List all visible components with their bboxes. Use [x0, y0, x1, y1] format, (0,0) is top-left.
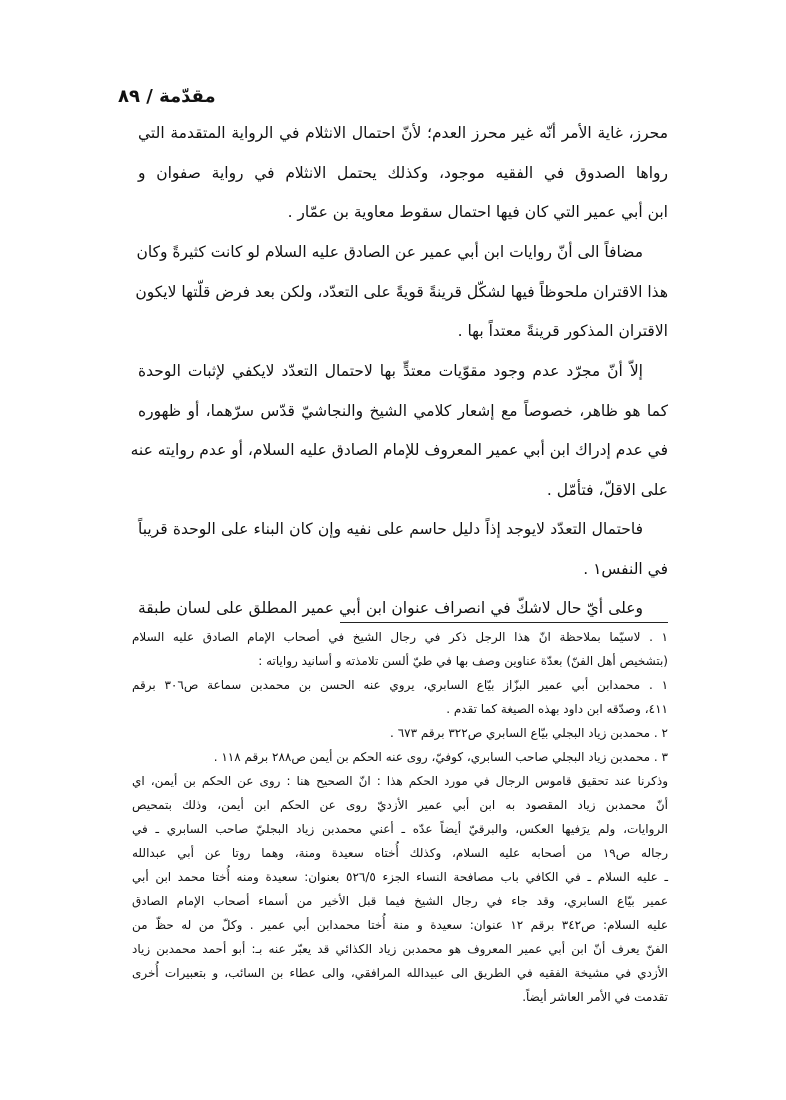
running-header: مقدّمة / ٨٩ — [118, 86, 216, 107]
body-line: رواها الصدوق في الفقيه موجود، وكذلك يحتمل الانثلام في رواية صفوان و — [138, 164, 668, 182]
body-line: هذا الاقتران ملحوظاً فيها لشكّل قرينةً قويةً على التعدّد، ولكن بعد فرض قلّتها لايكون — [135, 283, 668, 301]
body-line: مضافاً الى أنّ روايات ابن أبي عمير عن الصادق عليه السلام لو كانت كثيرةً وكان — [136, 243, 643, 261]
footnote-line: وذكرنا عند تحقيق قاموس الرجال في مورد الحكم هذا : انّ الصحيح هنا : روى عن الحكم بن أيمن، اي — [132, 774, 668, 788]
footnote-line: ١ . محمدابن أبي عمير البزّاز بيّاع السابري، يروي عنه الحسن بن محمدبن سماعة ص٣٠٦ برقم — [132, 678, 669, 692]
footnote-line: عليه السلام: ص٣٤٢ برقم ١٢ عنوان: سعيدة و منة أُختا محمدابن أبي عمير . وكلّ من له حظّ من — [132, 918, 669, 932]
body-line: ابن أبي عمير التي كان فيها احتمال سقوط معاوية بن عمّار . — [287, 203, 668, 221]
body-line: إلاّ أنّ مجرّد عدم وجود مقوّيات معتدٍّ بها لاحتمال التعدّد لايكفي لإثبات الوحدة — [138, 362, 643, 380]
footnote-line: ـ عليه السلام ـ في الكافي باب مصافحة النساء الجزء ٥٢٦/٥ بعنوان: سعيدة ومنه أُختا محمد ابن أبي — [132, 870, 669, 884]
body-line: محرز، غاية الأمر أنّه غير محرز العدم؛ لأنّ احتمال الانثلام في الرواية المتقدمة التي — [138, 124, 668, 142]
footnote-line: الأزدي في مشيخة الفقيه في الطريق الى عبيدالله المرافقي، والى عطاء بن السائب، و بتعبيرات أُخرى — [132, 966, 668, 980]
footnote-line: أنّ محمدبن زياد المقصود به ابن أبي عمير الأزديّ روى عن الحكم ابن أيمن، وذلك بتمحيص — [132, 798, 668, 812]
body-line: الاقتران المذكور قرينةً معتداً بها . — [457, 322, 668, 340]
footnote-line: ٢ . محمدبن زياد البجلي بيّاع السابري ص٣٢٢ برقم ٦٧٣ . — [390, 726, 668, 740]
body-line: فاحتمال التعدّد لايوجد إذاً دليل حاسم على نفيه وإن كان البناء على الوحدة قريباً — [138, 520, 643, 538]
body-line: في النفس١ . — [583, 560, 668, 578]
footnote-line: الروايات، ولم يرَفيها العكس، والبرقيّ أيضاً عدّه ـ أعني محمدبن زياد البجليّ صاحب السابري ـ في — [132, 822, 668, 836]
body-line: على الاقلّ، فتأمّل . — [546, 481, 668, 499]
body-line: في عدم إدراك ابن أبي عمير المعروف للإمام الصادق عليه السلام، أو عدم روايته عنه — [130, 441, 668, 459]
footnote-line: (بتشخيص أهل الفنّ) بعدّة عناوين وصف بها في طيّ ألسن تلامذته و أسانيد رواياته : — [258, 654, 668, 668]
body-line: وعلى أيّ حال لاشكّ في انصراف عنوان ابن أبي عمير المطلق على لسان طبقة — [138, 599, 643, 617]
footnote-line: رجاله ص١٩ من أصحابه عليه السلام، وكذلك أُختاه سعيدة ومنة، وهما روتا عن أبي عبدالله — [132, 846, 668, 860]
footnote-line: ٣ . محمدبن زياد البجلي صاحب السابري، كوفيّ، روى عنه الحكم بن أيمن ص٢٨٨ برقم ١١٨ . — [213, 750, 668, 764]
footnote-line: ١ . لاسيّما بملاحظة انّ هذا الرجل ذكر في رجال الشيخ في أصحاب الإمام الصادق عليه السلام — [132, 630, 668, 644]
footnote-line: عمير بيّاع السابري، وقد جاء في رجال الشيخ فيما قبل الأخير من أسماء أصحاب الإمام الصادق — [132, 894, 668, 908]
body-line: كما هو ظاهر، خصوصاً مع إشعار كلامي الشيخ والنجاشيّ قدّس سرّهما، أو ظهوره — [138, 402, 668, 420]
footnote-line: ٤١١، وصدّقه ابن داود بهذه الصيغة كما تقدم . — [446, 702, 668, 716]
footnote-line: تقدمت في الأمر العاشر أيضاً. — [522, 990, 668, 1004]
footnote-separator — [340, 622, 668, 623]
footnote-line: الفنّ يعرف أنّ ابن أبي عمير المعروف هو محمدبن زياد الكذائي قد يعبّر عنه بـ: أبو أحمد محمدبن زياد — [132, 942, 668, 956]
